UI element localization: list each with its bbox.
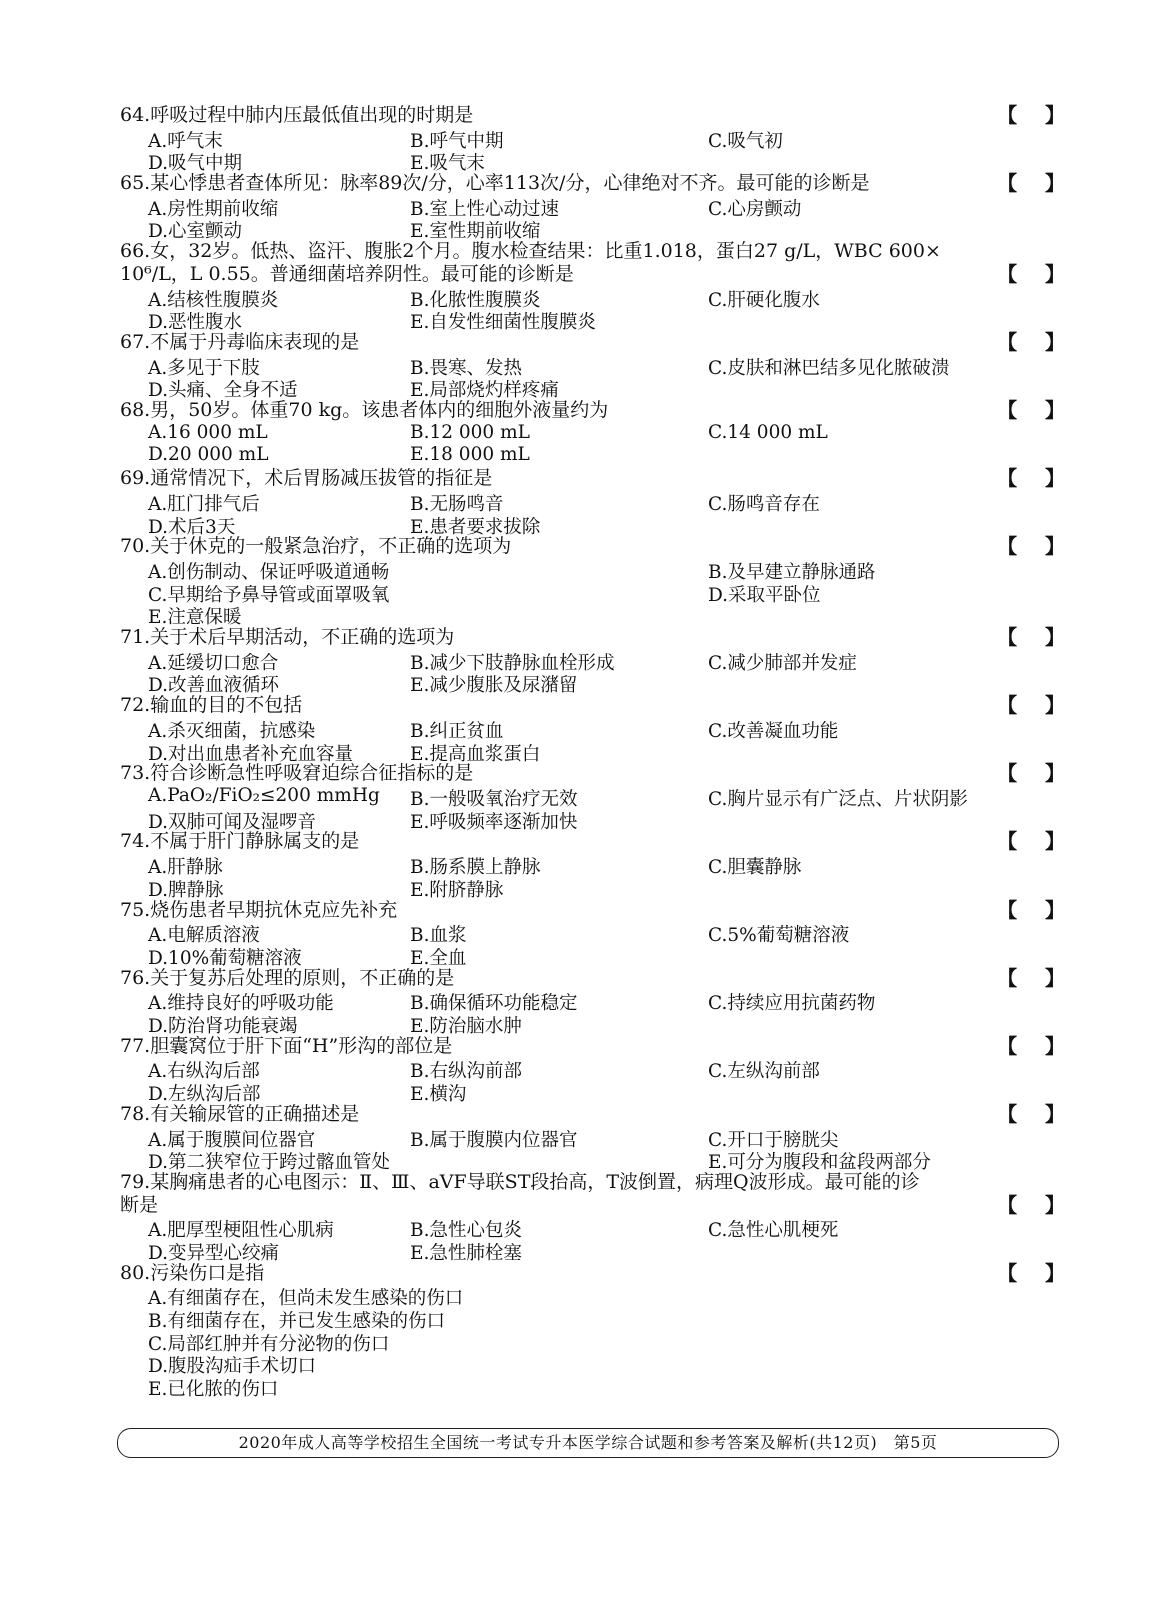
question-text: 69.通常情况下，术后胃肠减压拔管的指征是 [120, 467, 493, 490]
options [120, 989, 1065, 1037]
question-64 [120, 103, 1065, 175]
option-c: C.吸气初 [708, 130, 783, 152]
option-b: B.室上性心动过速 [410, 198, 559, 220]
answer-bracket[interactable]: 【 】 [997, 761, 1065, 786]
option-d: D.双肺可闻及湿啰音 [148, 811, 317, 833]
option-e: E.全血 [410, 947, 467, 969]
option-e: E.附脐静脉 [410, 879, 504, 901]
question-70 [120, 534, 1065, 629]
option-row [120, 808, 1065, 831]
option-a: A.延缓切口愈合 [148, 652, 279, 674]
question-text: 76.关于复苏后处理的原则，不正确的是 [120, 966, 455, 989]
option-a: A.PaO₂/FiO₂≤200 mmHg [148, 785, 380, 806]
option-row [120, 1284, 1065, 1310]
options [120, 1216, 1065, 1264]
option-c: C.心房颤动 [708, 198, 802, 220]
question-text: 67.不属于丹毒临床表现的是 [120, 331, 360, 353]
option-row [120, 127, 1065, 150]
option-a: A.房性期前收缩 [148, 198, 279, 220]
option-a: A.杀灭细菌，抗感染 [148, 720, 316, 742]
answer-bracket[interactable]: 【 】 [997, 897, 1065, 922]
options [120, 422, 1065, 467]
answer-bracket[interactable]: 【 】 [997, 1033, 1065, 1058]
option-row [120, 740, 1065, 763]
option-row [120, 217, 1065, 243]
question-text: 70.关于休克的一般紧急治疗，不正确的选项为 [120, 535, 512, 558]
question-text: 65.某心悸患者查体所见：脉率89次/分，心率113次/分，心律绝对不齐。最可能的诊断是 [120, 172, 870, 195]
option-d: D.头痛、全身不适 [148, 380, 298, 402]
question-67 [120, 330, 1065, 402]
option-d: D.左纵沟后部 [148, 1084, 261, 1106]
option-d: D.恶性腹水 [148, 312, 243, 334]
question-stem [120, 967, 1065, 990]
option-b: B.呼气中期 [410, 130, 504, 152]
options [120, 354, 1065, 402]
option-e: E.吸气末 [410, 153, 485, 175]
options [120, 649, 1065, 697]
option-a: A.维持良好的呼吸功能 [148, 993, 334, 1015]
option-d: D.术后3天 [148, 516, 236, 538]
option-d: D.腹股沟疝手术切口 [148, 1356, 317, 1378]
option-row [120, 649, 1065, 672]
option-e: E.已化脓的伤口 [148, 1379, 279, 1401]
option-row [120, 944, 1065, 967]
option-a: A.肝静脉 [148, 857, 223, 879]
answer-bracket[interactable]: 【 】 [997, 1101, 1065, 1126]
question-stem [120, 399, 1065, 422]
question-text: 80.污染伤口是指 [120, 1261, 265, 1284]
question-stem [120, 331, 1065, 354]
option-b: B.右纵沟前部 [410, 1061, 522, 1083]
option-b: B.血浆 [410, 925, 467, 947]
option-c: C.左纵沟前部 [708, 1061, 820, 1083]
option-e: E.18 000 mL [410, 444, 530, 466]
option-row [120, 853, 1065, 879]
question-75 [120, 899, 1065, 967]
option-d: D.20 000 mL [148, 444, 269, 466]
question-stem [120, 1103, 1065, 1126]
question-stem [120, 1262, 1065, 1285]
option-d: D.心室颤动 [148, 221, 243, 243]
answer-bracket[interactable]: 【 】 [997, 693, 1065, 718]
option-b: B.减少下肢静脉血栓形成 [410, 652, 615, 674]
question-text: 75.烧伤患者早期抗休克应先补充 [120, 898, 398, 921]
option-b: B.化脓性腹膜炎 [410, 289, 541, 311]
options [120, 717, 1065, 765]
option-row [120, 1126, 1065, 1149]
option-e: E.减少腹胀及尿潴留 [410, 675, 578, 697]
question-text-continued: 10⁶/L，L 0.55。普通细菌培养阴性。最可能的诊断是 [120, 262, 574, 285]
question-text: 68.男，50岁。体重70 kg。该患者体内的细胞外液量约为 [120, 399, 609, 422]
option-c: C.14 000 mL [708, 421, 828, 443]
option-d: D.脾静脉 [148, 879, 224, 901]
option-row [120, 921, 1065, 947]
option-c: C.局部红肿并有分泌物的伤口 [148, 1333, 390, 1355]
option-e: E.室性期前收缩 [410, 221, 541, 243]
question-text: 74.不属于肝门静脉属支的是 [120, 830, 360, 853]
option-row [120, 785, 1065, 808]
option-b: B.有细菌存在，并已发生感染的伤口 [148, 1311, 445, 1333]
option-row [120, 149, 1065, 175]
option-c: C.开口于膀胱尖 [708, 1129, 839, 1151]
question-stem [120, 172, 1065, 195]
question-76 [120, 967, 1065, 1035]
option-c: C.减少肺部并发症 [708, 652, 857, 674]
option-e: E.自发性细菌性腹膜炎 [410, 312, 596, 334]
option-c: C.持续应用抗菌药物 [708, 993, 876, 1015]
question-74 [120, 829, 1065, 901]
option-row [120, 876, 1065, 899]
option-c: C.胆囊静脉 [708, 857, 802, 879]
question-stem [120, 1035, 1065, 1058]
answer-bracket[interactable]: 【 】 [997, 965, 1065, 990]
option-b: B.12 000 mL [410, 421, 530, 443]
option-row [120, 422, 1065, 445]
option-a: A.有细菌存在，但尚未发生感染的伤口 [148, 1288, 464, 1310]
option-row [120, 558, 1065, 581]
question-69 [120, 466, 1065, 538]
answer-bracket[interactable]: 【 】 [997, 1260, 1065, 1285]
option-a: A.多见于下肢 [148, 357, 260, 379]
options [120, 921, 1065, 969]
option-a: A.肛门排气后 [148, 493, 260, 515]
option-c: C.胸片显示有广泛点、片状阴影 [708, 789, 968, 810]
options [120, 1284, 1065, 1401]
option-b: B.纠正贫血 [410, 720, 504, 742]
option-row [120, 1012, 1065, 1035]
question-stem [120, 240, 1065, 285]
option-row [120, 490, 1065, 513]
option-row [120, 513, 1065, 536]
question-stem [120, 535, 1065, 558]
question-stem [120, 467, 1065, 490]
question-78 [120, 1101, 1065, 1174]
option-e: E.急性肺栓塞 [410, 1242, 522, 1264]
answer-bracket[interactable]: 【 】 [997, 534, 1065, 559]
options [120, 558, 1065, 629]
option-b: B.一般吸氧治疗无效 [410, 789, 578, 810]
option-row [120, 1057, 1065, 1083]
option-e: E.注意保暖 [148, 607, 242, 629]
option-row [120, 286, 1065, 309]
option-row [120, 989, 1065, 1015]
option-e: E.患者要求拔除 [410, 516, 541, 538]
question-text: 73.符合诊断急性呼吸窘迫综合征指标的是 [120, 762, 474, 785]
option-c: C.改善凝血功能 [708, 720, 839, 742]
option-row [120, 1239, 1065, 1262]
options [120, 127, 1065, 175]
question-text: 78.有关输尿管的正确描述是 [120, 1102, 360, 1125]
question-stem [120, 899, 1065, 922]
options [120, 853, 1065, 901]
question-text-continued: 断是 [120, 1193, 159, 1216]
option-row [120, 603, 1065, 629]
question-stem [120, 830, 1065, 853]
option-d: D.采取平卧位 [708, 584, 821, 606]
options [120, 785, 1065, 833]
option-b: B.及早建立静脉通路 [708, 562, 876, 583]
option-a: A.肥厚型梗阻性心肌病 [148, 1220, 334, 1242]
option-row [120, 1352, 1065, 1378]
option-row [120, 376, 1065, 402]
answer-bracket[interactable]: 【 】 [997, 261, 1065, 286]
option-e: E.呼吸频率逐渐加快 [410, 811, 578, 833]
options [120, 1126, 1065, 1174]
option-e: E.防治脑水肿 [410, 1015, 522, 1037]
option-b: B.无肠鸣音 [410, 493, 504, 515]
option-e: E.横沟 [410, 1084, 467, 1106]
option-d: D.吸气中期 [148, 153, 243, 175]
option-b: B.确保循环功能稳定 [410, 993, 578, 1015]
option-c: C.5%葡萄糖溶液 [708, 925, 850, 947]
question-65 [120, 171, 1065, 243]
option-d: D.防治肾功能衰竭 [148, 1015, 298, 1037]
question-text: 77.胆囊窝位于肝下面“H”形沟的部位是 [120, 1034, 453, 1057]
answer-bracket[interactable]: 【 】 [997, 1192, 1065, 1217]
question-stem [120, 626, 1065, 649]
option-b: B.畏寒、发热 [410, 357, 522, 379]
question-66 [120, 240, 1065, 334]
options [120, 1057, 1065, 1106]
option-c: C.肠鸣音存在 [708, 493, 820, 515]
option-row [120, 1375, 1065, 1401]
question-71 [120, 625, 1065, 697]
question-stem [120, 762, 1065, 785]
options [120, 490, 1065, 538]
option-d: D.第二狭窄位于跨过髂血管处 [148, 1152, 391, 1174]
option-row [120, 1148, 1065, 1174]
option-a: A.电解质溶液 [148, 925, 260, 947]
option-b: B.肠系膜上静脉 [410, 857, 541, 879]
question-stem [120, 104, 1065, 127]
option-row [120, 717, 1065, 740]
question-text: 79.某胸痛患者的心电图示：Ⅱ、Ⅲ、aVF导联ST段抬高，T波倒置，病理Q波形成。最可能的诊 [120, 1170, 920, 1193]
question-stem [120, 1171, 1065, 1216]
option-d: D.10%葡萄糖溶液 [148, 947, 302, 969]
option-row [120, 444, 1065, 467]
option-row [120, 581, 1065, 604]
options [120, 195, 1065, 243]
question-77 [120, 1033, 1065, 1106]
question-80 [120, 1260, 1065, 1401]
option-row [120, 195, 1065, 218]
question-68 [120, 399, 1065, 467]
question-text: 72.输血的目的不包括 [120, 694, 303, 717]
option-a: A.属于腹膜间位器官 [148, 1129, 316, 1151]
question-72 [120, 693, 1065, 765]
option-a: A.呼气末 [148, 130, 223, 152]
option-c: C.皮肤和淋巴结多见化脓破溃 [708, 357, 950, 379]
answer-bracket[interactable]: 【 】 [997, 171, 1065, 196]
option-c: C.早期给予鼻导管或面罩吸氧 [148, 584, 390, 606]
question-stem [120, 694, 1065, 717]
option-d: D.对出血患者补充血容量 [148, 743, 354, 765]
answer-bracket[interactable]: 【 】 [997, 398, 1065, 423]
option-a: A.结核性腹膜炎 [148, 289, 279, 311]
option-a: A.右纵沟后部 [148, 1061, 260, 1083]
page-footer: 2020年成人高等学校招生全国统一考试专升本医学综合试题和参考答案及解析(共12页) 第5页 [117, 1428, 1059, 1458]
question-text: 71.关于术后早期活动，不正确的选项为 [120, 626, 455, 649]
option-b: B.急性心包炎 [410, 1220, 522, 1242]
answer-bracket[interactable]: 【 】 [997, 466, 1065, 491]
option-c: C.肝硬化腹水 [708, 289, 820, 311]
option-row [120, 354, 1065, 377]
option-a: A.16 000 mL [148, 421, 268, 443]
option-d: D.改善血液循环 [148, 675, 280, 697]
answer-bracket[interactable]: 【 】 [997, 829, 1065, 854]
option-row [120, 1330, 1065, 1353]
option-c: C.急性心肌梗死 [708, 1220, 839, 1242]
answer-bracket[interactable]: 【 】 [997, 103, 1065, 127]
answer-bracket[interactable]: 【 】 [997, 625, 1065, 650]
answer-bracket[interactable]: 【 】 [997, 330, 1065, 354]
option-e: E.局部烧灼样疼痛 [410, 380, 559, 402]
question-79 [120, 1171, 1065, 1262]
option-a: A.创伤制动、保证呼吸道通畅 [148, 562, 390, 583]
question-text: 64.呼吸过程中肺内压最低值出现的时期是 [120, 104, 474, 126]
option-b: B.属于腹膜内位器官 [410, 1129, 578, 1151]
option-row [120, 671, 1065, 697]
option-d: D.变异型心绞痛 [148, 1242, 280, 1264]
question-73 [120, 761, 1065, 833]
options [120, 286, 1065, 334]
question-text: 66.女，32岁。低热、盗汗、腹胀2个月。腹水检查结果：比重1.018，蛋白27 g/L，WBC 600× [120, 240, 941, 263]
option-row [120, 1080, 1065, 1106]
option-row [120, 1307, 1065, 1333]
option-row [120, 308, 1065, 334]
option-e: E.提高血浆蛋白 [410, 743, 541, 765]
option-row [120, 1216, 1065, 1242]
option-e: E.可分为腹段和盆段两部分 [708, 1152, 931, 1174]
